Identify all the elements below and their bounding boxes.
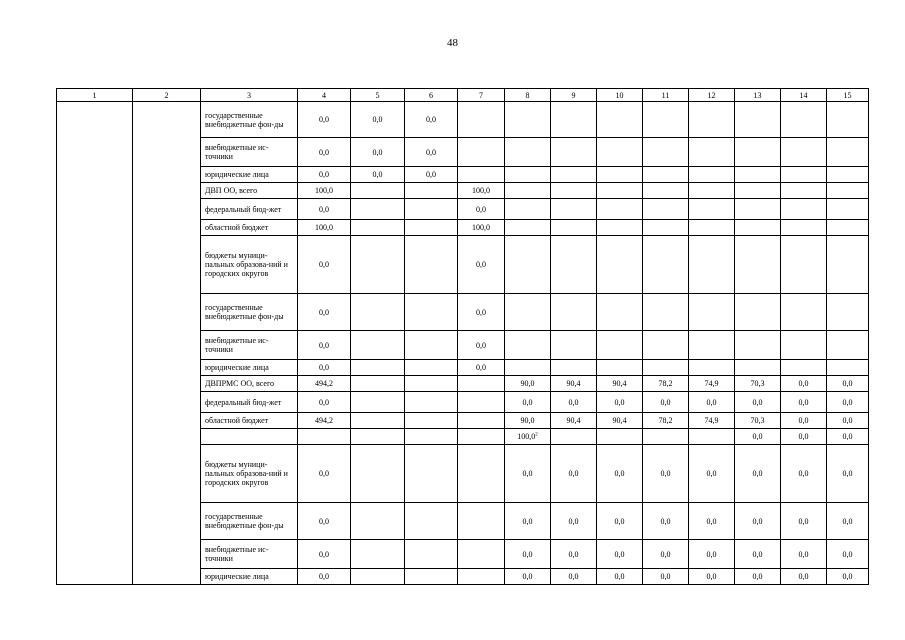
column-header-2: 2 xyxy=(133,89,201,102)
cell-col-5 xyxy=(351,199,405,220)
row-label: внебюджетные ис-точники xyxy=(201,331,298,360)
cell-col-11 xyxy=(643,138,689,167)
cell-col-4: 494,2 xyxy=(298,376,351,392)
cell-col-8 xyxy=(505,167,551,183)
cell-col-5 xyxy=(351,376,405,392)
cell-col-13 xyxy=(735,331,781,360)
cell-col-14 xyxy=(781,236,827,294)
cell-col-8: 0,0 xyxy=(505,392,551,413)
row-label: областной бюджет xyxy=(201,220,298,236)
page-number: 48 xyxy=(447,37,458,49)
cell-col-15 xyxy=(827,220,869,236)
cell-col-5 xyxy=(351,392,405,413)
row-label: ДВП ОО, всего xyxy=(201,183,298,199)
column-header-13: 13 xyxy=(735,89,781,102)
cell-col-13 xyxy=(735,199,781,220)
cell-col-6 xyxy=(405,236,458,294)
cell-col-9 xyxy=(551,183,597,199)
cell-col-13 xyxy=(735,360,781,376)
row-label: внебюджетные ис-точники xyxy=(201,138,298,167)
cell-col-10 xyxy=(597,138,643,167)
cell-col-5 xyxy=(351,413,405,429)
cell-col-8 xyxy=(505,360,551,376)
cell-col-7 xyxy=(458,445,505,503)
cell-col-7: 0,0 xyxy=(458,294,505,331)
cell-col-13 xyxy=(735,138,781,167)
cell-col-9 xyxy=(551,360,597,376)
cell-col-6 xyxy=(405,360,458,376)
row-label: государственные внебюджетные фон-ды xyxy=(201,503,298,540)
cell-col-6 xyxy=(405,331,458,360)
cell-col-7 xyxy=(458,413,505,429)
cell-col-12 xyxy=(689,220,735,236)
cell-col-12: 0,0 xyxy=(689,569,735,585)
cell-col-6 xyxy=(405,294,458,331)
cell-col-9: 90,4 xyxy=(551,376,597,392)
empty-cell-col-1 xyxy=(57,102,133,585)
cell-col-10 xyxy=(597,294,643,331)
cell-col-7 xyxy=(458,392,505,413)
cell-col-12 xyxy=(689,167,735,183)
cell-col-11: 0,0 xyxy=(643,569,689,585)
row-label: государственные внебюджетные фон-ды xyxy=(201,102,298,138)
cell-col-8 xyxy=(505,331,551,360)
cell-col-5 xyxy=(351,183,405,199)
cell-col-14: 0,0 xyxy=(781,445,827,503)
cell-col-4: 0,0 xyxy=(298,360,351,376)
cell-col-9 xyxy=(551,220,597,236)
cell-col-6 xyxy=(405,183,458,199)
cell-col-6 xyxy=(405,413,458,429)
empty-cell-col-2 xyxy=(133,102,201,585)
cell-col-4: 100,0 xyxy=(298,183,351,199)
cell-col-4: 0,0 xyxy=(298,392,351,413)
cell-col-7 xyxy=(458,376,505,392)
cell-col-15: 0,0 xyxy=(827,413,869,429)
cell-col-5 xyxy=(351,236,405,294)
cell-col-10 xyxy=(597,360,643,376)
column-header-1: 1 xyxy=(57,89,133,102)
cell-col-8 xyxy=(505,294,551,331)
cell-col-4: 100,0 xyxy=(298,220,351,236)
cell-col-7 xyxy=(458,102,505,138)
cell-col-9: 0,0 xyxy=(551,569,597,585)
cell-col-10 xyxy=(597,220,643,236)
row-label: юридические лица xyxy=(201,360,298,376)
cell-col-12 xyxy=(689,183,735,199)
cell-col-11 xyxy=(643,167,689,183)
cell-col-15 xyxy=(827,138,869,167)
cell-col-4: 0,0 xyxy=(298,167,351,183)
cell-col-9: 90,4 xyxy=(551,413,597,429)
column-header-12: 12 xyxy=(689,89,735,102)
cell-col-4: 0,0 xyxy=(298,102,351,138)
cell-col-11 xyxy=(643,429,689,445)
cell-col-6 xyxy=(405,376,458,392)
cell-col-7: 100,0 xyxy=(458,220,505,236)
cell-col-4: 0,0 xyxy=(298,540,351,569)
cell-col-14 xyxy=(781,102,827,138)
cell-col-10 xyxy=(597,102,643,138)
cell-col-14: 0,0 xyxy=(781,376,827,392)
cell-col-9 xyxy=(551,138,597,167)
cell-col-10 xyxy=(597,183,643,199)
cell-col-7: 100,0 xyxy=(458,183,505,199)
cell-col-15: 0,0 xyxy=(827,392,869,413)
cell-col-6: 0,0 xyxy=(405,102,458,138)
cell-col-11 xyxy=(643,236,689,294)
column-header-14: 14 xyxy=(781,89,827,102)
cell-col-15 xyxy=(827,167,869,183)
cell-col-15 xyxy=(827,199,869,220)
cell-col-8 xyxy=(505,429,551,445)
column-header-4: 4 xyxy=(298,89,351,102)
cell-col-11 xyxy=(643,183,689,199)
cell-col-14: 0,0 xyxy=(781,540,827,569)
cell-col-14 xyxy=(781,360,827,376)
cell-col-9 xyxy=(551,236,597,294)
cell-col-9: 0,0 xyxy=(551,445,597,503)
cell-col-11 xyxy=(643,102,689,138)
cell-col-5 xyxy=(351,503,405,540)
cell-col-10 xyxy=(597,199,643,220)
cell-col-9 xyxy=(551,199,597,220)
row-label: бюджеты муници-пальных образова-ний и городских округов xyxy=(201,236,298,294)
cell-col-13: 0,0 xyxy=(735,445,781,503)
cell-col-12: 0,0 xyxy=(689,503,735,540)
cell-col-9 xyxy=(551,331,597,360)
cell-col-10 xyxy=(597,236,643,294)
table-row xyxy=(57,102,869,138)
cell-col-10: 0,0 xyxy=(597,445,643,503)
cell-col-15: 0,0 xyxy=(827,429,869,445)
cell-col-15 xyxy=(827,102,869,138)
cell-col-4: 0,0 xyxy=(298,331,351,360)
cell-col-5 xyxy=(351,331,405,360)
cell-col-11 xyxy=(643,220,689,236)
cell-col-12 xyxy=(689,429,735,445)
cell-col-12: 0,0 xyxy=(689,392,735,413)
cell-col-14: 0,0 xyxy=(781,503,827,540)
cell-col-11 xyxy=(643,360,689,376)
cell-value: 100,0 xyxy=(517,432,536,441)
column-header-9: 9 xyxy=(551,89,597,102)
cell-col-10: 0,0 xyxy=(597,540,643,569)
row-label xyxy=(201,429,298,445)
cell-col-8 xyxy=(505,102,551,138)
cell-col-10 xyxy=(597,167,643,183)
cell-col-11: 0,0 xyxy=(643,540,689,569)
cell-col-14: 0,0 xyxy=(781,429,827,445)
cell-col-8: 90,0 xyxy=(505,376,551,392)
cell-col-6 xyxy=(405,220,458,236)
cell-col-6 xyxy=(405,199,458,220)
cell-col-15 xyxy=(827,183,869,199)
cell-col-4: 0,0 xyxy=(298,236,351,294)
cell-col-13: 0,0 xyxy=(735,540,781,569)
column-header-11: 11 xyxy=(643,89,689,102)
cell-col-10 xyxy=(597,429,643,445)
cell-col-12: 0,0 xyxy=(689,540,735,569)
cell-col-14: 0,0 xyxy=(781,413,827,429)
cell-col-13 xyxy=(735,294,781,331)
header-row xyxy=(57,89,869,102)
row-label: федеральный бюд-жет xyxy=(201,199,298,220)
cell-col-13: 0,0 xyxy=(735,569,781,585)
cell-col-14: 0,0 xyxy=(781,392,827,413)
cell-col-14 xyxy=(781,167,827,183)
column-header-5: 5 xyxy=(351,89,405,102)
cell-col-11: 0,0 xyxy=(643,445,689,503)
cell-col-8: 0,0 xyxy=(505,503,551,540)
cell-col-6 xyxy=(405,392,458,413)
cell-col-4: 0,0 xyxy=(298,138,351,167)
cell-col-7 xyxy=(458,138,505,167)
cell-col-6 xyxy=(405,503,458,540)
cell-col-15: 0,0 xyxy=(827,445,869,503)
cell-col-5 xyxy=(351,360,405,376)
cell-col-12: 74,9 xyxy=(689,376,735,392)
cell-col-4: 0,0 xyxy=(298,445,351,503)
cell-col-6: 0,0 xyxy=(405,138,458,167)
cell-col-5 xyxy=(351,445,405,503)
cell-col-12 xyxy=(689,199,735,220)
cell-col-15: 0,0 xyxy=(827,569,869,585)
column-header-15: 15 xyxy=(827,89,869,102)
cell-col-6 xyxy=(405,429,458,445)
cell-col-7 xyxy=(458,429,505,445)
cell-col-8: 0,0 xyxy=(505,569,551,585)
cell-col-8 xyxy=(505,220,551,236)
cell-col-15 xyxy=(827,236,869,294)
cell-col-15: 0,0 xyxy=(827,376,869,392)
cell-col-5: 0,0 xyxy=(351,102,405,138)
cell-col-14 xyxy=(781,138,827,167)
cell-col-15 xyxy=(827,294,869,331)
cell-col-13 xyxy=(735,183,781,199)
cell-col-4: 0,0 xyxy=(298,199,351,220)
cell-col-13 xyxy=(735,220,781,236)
cell-col-9 xyxy=(551,294,597,331)
cell-col-7: 0,0 xyxy=(458,199,505,220)
cell-col-11 xyxy=(643,294,689,331)
column-header-7: 7 xyxy=(458,89,505,102)
cell-col-12 xyxy=(689,360,735,376)
footnote-marker: 2 xyxy=(535,432,538,438)
cell-col-15: 0,0 xyxy=(827,503,869,540)
cell-col-4: 494,2 xyxy=(298,413,351,429)
cell-col-6 xyxy=(405,445,458,503)
cell-col-7: 0,0 xyxy=(458,331,505,360)
cell-col-8 xyxy=(505,138,551,167)
cell-col-11: 78,2 xyxy=(643,413,689,429)
cell-col-9: 0,0 xyxy=(551,392,597,413)
cell-col-8 xyxy=(505,183,551,199)
column-header-8: 8 xyxy=(505,89,551,102)
cell-col-5: 0,0 xyxy=(351,138,405,167)
cell-col-8 xyxy=(505,199,551,220)
cell-col-8: 0,0 xyxy=(505,445,551,503)
cell-col-7: 0,0 xyxy=(458,236,505,294)
cell-col-10: 90,4 xyxy=(597,376,643,392)
cell-col-12: 74,9 xyxy=(689,413,735,429)
cell-col-14 xyxy=(781,220,827,236)
row-label: юридические лица xyxy=(201,569,298,585)
cell-col-4 xyxy=(298,429,351,445)
cell-col-9 xyxy=(551,167,597,183)
cell-col-13 xyxy=(735,236,781,294)
column-header-10: 10 xyxy=(597,89,643,102)
cell-col-10: 90,4 xyxy=(597,413,643,429)
cell-col-9 xyxy=(551,102,597,138)
row-label: юридические лица xyxy=(201,167,298,183)
cell-col-4: 0,0 xyxy=(298,294,351,331)
cell-col-9 xyxy=(551,429,597,445)
cell-col-7: 0,0 xyxy=(458,360,505,376)
cell-col-11 xyxy=(643,199,689,220)
cell-col-7 xyxy=(458,167,505,183)
cell-col-14 xyxy=(781,331,827,360)
cell-col-5 xyxy=(351,540,405,569)
column-header-6: 6 xyxy=(405,89,458,102)
cell-col-15 xyxy=(827,331,869,360)
data-table xyxy=(56,88,869,585)
cell-col-15: 0,0 xyxy=(827,540,869,569)
cell-col-7 xyxy=(458,503,505,540)
cell-col-11: 78,2 xyxy=(643,376,689,392)
cell-col-12 xyxy=(689,294,735,331)
cell-col-6: 0,0 xyxy=(405,167,458,183)
cell-col-10: 0,0 xyxy=(597,392,643,413)
cell-col-9: 0,0 xyxy=(551,540,597,569)
cell-col-11: 0,0 xyxy=(643,392,689,413)
cell-col-12 xyxy=(689,102,735,138)
cell-col-9: 0,0 xyxy=(551,503,597,540)
row-label: бюджеты муници-пальных образова-ний и городских округов xyxy=(201,445,298,503)
cell-col-13 xyxy=(735,167,781,183)
cell-col-5 xyxy=(351,220,405,236)
cell-col-10: 0,0 xyxy=(597,503,643,540)
cell-col-6 xyxy=(405,540,458,569)
column-header-3: 3 xyxy=(201,89,298,102)
cell-col-14 xyxy=(781,199,827,220)
cell-col-10 xyxy=(597,331,643,360)
row-label: государственные внебюджетные фон-ды xyxy=(201,294,298,331)
cell-col-12 xyxy=(689,236,735,294)
cell-col-5 xyxy=(351,569,405,585)
cell-col-5: 0,0 xyxy=(351,167,405,183)
cell-col-13: 0,0 xyxy=(735,503,781,540)
cell-col-4: 0,0 xyxy=(298,503,351,540)
cell-col-12 xyxy=(689,331,735,360)
cell-col-8: 90,0 xyxy=(505,413,551,429)
cell-col-14 xyxy=(781,183,827,199)
cell-col-11: 0,0 xyxy=(643,503,689,540)
cell-col-13 xyxy=(735,102,781,138)
cell-col-5 xyxy=(351,429,405,445)
cell-col-13: 70,3 xyxy=(735,376,781,392)
cell-col-7 xyxy=(458,569,505,585)
cell-col-13: 0,0 xyxy=(735,392,781,413)
cell-col-11 xyxy=(643,331,689,360)
row-label: федеральный бюд-жет xyxy=(201,392,298,413)
cell-col-13: 0,0 xyxy=(735,429,781,445)
row-label: ДВПРМС ОО, всего xyxy=(201,376,298,392)
row-label: областной бюджет xyxy=(201,413,298,429)
cell-col-14 xyxy=(781,294,827,331)
cell-col-4: 0,0 xyxy=(298,569,351,585)
cell-col-6 xyxy=(405,569,458,585)
cell-col-10: 0,0 xyxy=(597,569,643,585)
cell-col-13: 70,3 xyxy=(735,413,781,429)
cell-col-8 xyxy=(505,236,551,294)
cell-col-14: 0,0 xyxy=(781,569,827,585)
cell-col-12 xyxy=(689,138,735,167)
cell-col-7 xyxy=(458,540,505,569)
cell-col-15 xyxy=(827,360,869,376)
row-label: внебюджетные ис-точники xyxy=(201,540,298,569)
cell-col-12: 0,0 xyxy=(689,445,735,503)
cell-col-8: 0,0 xyxy=(505,540,551,569)
cell-col-5 xyxy=(351,294,405,331)
